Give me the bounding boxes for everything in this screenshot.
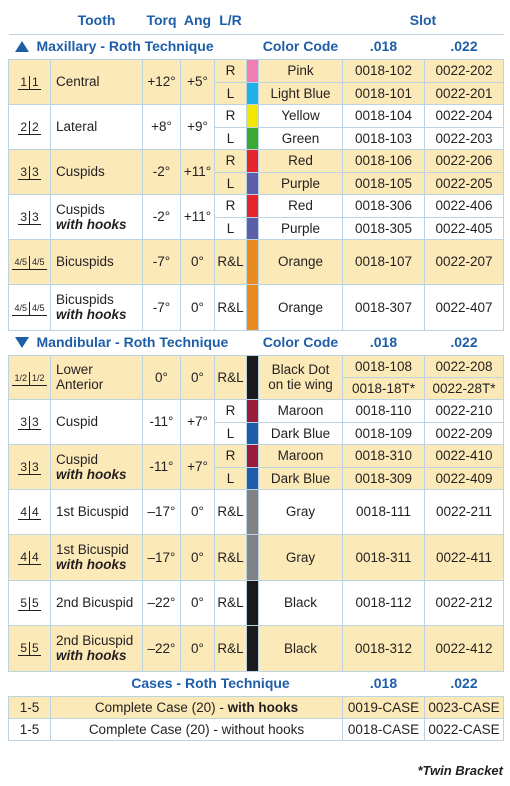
angulation-value: +5° — [181, 59, 215, 104]
tooth-number-right: 3 — [29, 416, 41, 430]
tooth-number-left: 4/5 — [12, 302, 29, 316]
tooth-notation — [18, 506, 40, 520]
case-row — [9, 696, 504, 718]
side-value: R — [215, 194, 247, 217]
torque-value: –22° — [143, 625, 181, 671]
tooth-number-right: 3 — [29, 166, 41, 180]
bracket-row — [9, 580, 504, 625]
tooth-name: Cuspid — [56, 414, 99, 429]
tooth-name: Central — [56, 74, 100, 89]
section-header-maxillary — [9, 34, 504, 59]
tooth-number-right: 1 — [29, 76, 41, 90]
color-name: Purple — [259, 172, 343, 194]
side-value: L — [215, 127, 247, 149]
slot-022-part: 0022-202 — [425, 59, 504, 82]
side-value: L — [215, 422, 247, 444]
color-code-header: Color Code — [259, 330, 343, 355]
tooth-cell — [9, 580, 51, 625]
slot-018-header: .018 — [343, 330, 425, 355]
slot-018-part: 0018-307 — [343, 284, 425, 330]
tooth-number-left: 2 — [20, 119, 27, 134]
slot-018-part: 0018-108 — [343, 355, 425, 377]
torque-value: -7° — [143, 284, 181, 330]
section-title-cell — [9, 330, 259, 355]
tooth-notation — [12, 302, 46, 316]
header-lr: L/R — [219, 12, 242, 29]
tooth-number-right: 3 — [29, 461, 41, 475]
side-value: R&L — [215, 580, 247, 625]
bracket-row — [9, 444, 504, 467]
header-torq: Torq — [146, 12, 177, 29]
hooks-label: with hooks — [56, 648, 127, 663]
angulation-value: 0° — [181, 355, 215, 399]
slot-022-part: 0022-207 — [425, 239, 504, 284]
tooth-cell — [9, 194, 51, 239]
section-header-cases — [9, 671, 504, 696]
slot-022-part: 0022-406 — [425, 194, 504, 217]
side-value: R&L — [215, 489, 247, 534]
case-description-text: Complete Case (20) - — [94, 699, 228, 715]
slot-018-part: 0018-107 — [343, 239, 425, 284]
tooth-number-left: 4/5 — [12, 256, 29, 270]
section-header-mandibular — [9, 330, 504, 355]
slot-018-part: 0018-112 — [343, 580, 425, 625]
color-name: Gray — [259, 534, 343, 580]
bracket-row — [9, 59, 504, 82]
slot-022-part: 0022-205 — [425, 172, 504, 194]
torque-value: 0° — [143, 355, 181, 399]
slot-022-part: 0022-209 — [425, 422, 504, 444]
color-swatch — [247, 625, 259, 671]
tooth-name: Bicuspids — [56, 254, 114, 269]
tooth-cell — [9, 149, 51, 194]
tooth-name-cell — [51, 194, 143, 239]
color-name: Purple — [259, 217, 343, 239]
slot-018-header: .018 — [343, 34, 425, 59]
tooth-notation — [18, 551, 40, 565]
angulation-value: 0° — [181, 239, 215, 284]
color-name: Maroon — [259, 399, 343, 422]
bracket-row — [9, 399, 504, 422]
tooth-notation — [18, 597, 40, 611]
angulation-value: 0° — [181, 534, 215, 580]
color-swatch — [247, 127, 259, 149]
tooth-number-right: 3 — [29, 211, 41, 225]
tooth-name-cell — [51, 239, 143, 284]
slot-018-part: 0018-306 — [343, 194, 425, 217]
tooth-name-cell — [51, 489, 143, 534]
slot-018-part: 0018-109 — [343, 422, 425, 444]
slot-018-twin-part: 0018-18T* — [343, 377, 425, 399]
tooth-number-right: 1/2 — [29, 372, 47, 386]
angulation-value: +7° — [181, 399, 215, 444]
bracket-row — [9, 194, 504, 217]
slot-022-part: 0022-412 — [425, 625, 504, 671]
tooth-cell — [9, 284, 51, 330]
tooth-notation — [18, 166, 40, 180]
bracket-row — [9, 284, 504, 330]
slot-018-part: 0018-106 — [343, 149, 425, 172]
tooth-name: 2nd Bicuspid — [56, 595, 134, 610]
side-value: R — [215, 399, 247, 422]
side-value: L — [215, 82, 247, 104]
tooth-number-right: 4 — [29, 551, 41, 565]
color-name: Dark Blue — [259, 467, 343, 489]
case-description-text: Complete Case (20) - without hooks — [88, 721, 305, 737]
color-name: Red — [259, 194, 343, 217]
tooth-notation — [12, 372, 46, 386]
color-swatch — [247, 172, 259, 194]
tooth-cell — [9, 399, 51, 444]
slot-018-part: 0018-309 — [343, 467, 425, 489]
tooth-number-left: 5 — [20, 641, 27, 655]
tooth-number-left: 3 — [20, 414, 27, 429]
side-value: L — [215, 217, 247, 239]
color-swatch — [247, 399, 259, 422]
case-description — [51, 696, 343, 718]
slot-018-part: 0018-105 — [343, 172, 425, 194]
angulation-value: 0° — [181, 284, 215, 330]
tooth-name-cell — [51, 444, 143, 489]
bracket-row — [9, 625, 504, 671]
color-name: Yellow — [259, 104, 343, 127]
column-header-row — [9, 8, 504, 34]
color-swatch — [247, 217, 259, 239]
section-title: Cases - Roth Technique — [131, 675, 290, 691]
tooth-cell — [9, 489, 51, 534]
torque-value: –22° — [143, 580, 181, 625]
slot-018-part: 0018-305 — [343, 217, 425, 239]
tooth-number-right: 5 — [29, 597, 41, 611]
tooth-number-left: 3 — [20, 209, 27, 224]
tooth-notation — [18, 76, 40, 90]
torque-value: -7° — [143, 239, 181, 284]
color-name: Black — [259, 625, 343, 671]
section-title-cell — [9, 671, 343, 696]
slot-018-part: 0018-101 — [343, 82, 425, 104]
case-description — [51, 718, 343, 740]
header-tooth: Tooth — [77, 12, 116, 29]
tooth-cell — [9, 625, 51, 671]
tooth-number-right: 4/5 — [29, 302, 47, 316]
hooks-label: with hooks — [56, 216, 127, 232]
case-022-part: 0023-CASE — [425, 696, 504, 718]
tooth-number-left: 3 — [20, 459, 27, 474]
case-row — [9, 718, 504, 740]
torque-value: +8° — [143, 104, 181, 149]
side-value: L — [215, 172, 247, 194]
side-value: R — [215, 149, 247, 172]
tooth-number-left: 1 — [20, 74, 27, 89]
slot-018-part: 0018-311 — [343, 534, 425, 580]
torque-value: +12° — [143, 59, 181, 104]
footnote: *Twin Bracket — [417, 763, 503, 778]
tooth-cell — [9, 239, 51, 284]
bracket-row — [9, 489, 504, 534]
tooth-number-right: 4 — [29, 506, 41, 520]
tooth-number-left: 1/2 — [12, 372, 29, 386]
color-name: Green — [259, 127, 343, 149]
up-triangle-icon — [15, 41, 29, 52]
tooth-name: Cuspid — [56, 451, 99, 467]
section-title: Mandibular - Roth Technique — [36, 334, 229, 350]
color-name: Black Dot on tie wing — [259, 355, 343, 399]
slot-018-header: .018 — [343, 671, 425, 696]
color-name: Maroon — [259, 444, 343, 467]
tooth-name: Cuspids — [56, 164, 105, 179]
tooth-notation — [18, 416, 40, 430]
color-name: Pink — [259, 59, 343, 82]
slot-022-part: 0022-208 — [425, 355, 504, 377]
bracket-row — [9, 104, 504, 127]
hooks-label: with hooks — [56, 466, 127, 482]
bracket-row — [9, 239, 504, 284]
color-swatch — [247, 444, 259, 467]
slot-022-part: 0022-211 — [425, 489, 504, 534]
angulation-value: 0° — [181, 625, 215, 671]
side-value: R&L — [215, 625, 247, 671]
color-swatch — [247, 284, 259, 330]
section-title: Maxillary - Roth Technique — [36, 38, 214, 54]
tooth-notation — [18, 461, 40, 475]
color-swatch — [247, 422, 259, 444]
slot-018-part: 0018-312 — [343, 625, 425, 671]
tooth-name-cell — [51, 625, 143, 671]
tooth-name-cell — [51, 59, 143, 104]
bracket-row — [9, 355, 504, 377]
slot-018-part: 0018-111 — [343, 489, 425, 534]
hooks-label: with hooks — [56, 307, 127, 322]
torque-value: -11° — [143, 399, 181, 444]
tooth-name: Cuspids — [56, 201, 105, 217]
bracket-row — [9, 149, 504, 172]
slot-022-part: 0022-212 — [425, 580, 504, 625]
color-swatch — [247, 194, 259, 217]
color-name: Black — [259, 580, 343, 625]
side-value: R&L — [215, 284, 247, 330]
tooth-name: Lateral — [56, 119, 98, 134]
tooth-name-cell — [51, 355, 143, 399]
tooth-name-cell — [51, 399, 143, 444]
tooth-notation — [18, 642, 40, 656]
color-swatch — [247, 534, 259, 580]
tooth-number-left: 3 — [20, 164, 27, 179]
tooth-name: 2nd Bicuspid — [56, 633, 134, 648]
slot-022-header: .022 — [425, 330, 504, 355]
color-name: Light Blue — [259, 82, 343, 104]
angulation-value: 0° — [181, 489, 215, 534]
slot-022-part: 0022-409 — [425, 467, 504, 489]
side-value: R — [215, 104, 247, 127]
tooth-name-cell — [51, 284, 143, 330]
angulation-value: 0° — [181, 580, 215, 625]
torque-value: –17° — [143, 534, 181, 580]
slot-022-part: 0022-204 — [425, 104, 504, 127]
color-swatch — [247, 355, 259, 399]
tooth-cell — [9, 104, 51, 149]
slot-022-part: 0022-210 — [425, 399, 504, 422]
color-swatch — [247, 82, 259, 104]
bracket-chart — [8, 8, 503, 741]
color-swatch — [247, 489, 259, 534]
tooth-cell — [9, 534, 51, 580]
tooth-name-cell — [51, 580, 143, 625]
torque-value: –17° — [143, 489, 181, 534]
slot-022-twin-part: 0022-28T* — [425, 377, 504, 399]
tooth-number-left: 4 — [20, 504, 27, 519]
case-range: 1-5 — [9, 718, 51, 740]
slot-022-part: 0022-206 — [425, 149, 504, 172]
tooth-name: 1st Bicuspid — [56, 542, 129, 557]
slot-018-part: 0018-102 — [343, 59, 425, 82]
side-value: L — [215, 467, 247, 489]
slot-022-part: 0022-201 — [425, 82, 504, 104]
color-name: Dark Blue — [259, 422, 343, 444]
side-value: R&L — [215, 239, 247, 284]
color-code-header: Color Code — [259, 34, 343, 59]
tooth-name-cell — [51, 534, 143, 580]
side-value: R — [215, 59, 247, 82]
angulation-value: +7° — [181, 444, 215, 489]
color-swatch — [247, 239, 259, 284]
section-title-cell — [9, 34, 259, 59]
tooth-cell — [9, 444, 51, 489]
color-swatch — [247, 467, 259, 489]
slot-018-part: 0018-103 — [343, 127, 425, 149]
tooth-notation — [18, 211, 40, 225]
case-018-part: 0019-CASE — [343, 696, 425, 718]
down-triangle-icon — [15, 337, 29, 348]
torque-value: -11° — [143, 444, 181, 489]
tooth-name-cell — [51, 149, 143, 194]
slot-018-part: 0018-104 — [343, 104, 425, 127]
tooth-name-cell — [51, 104, 143, 149]
tooth-name: 1st Bicuspid — [56, 504, 129, 519]
slot-018-part: 0018-110 — [343, 399, 425, 422]
tooth-notation — [12, 256, 46, 270]
side-value: R&L — [215, 534, 247, 580]
tooth-name: Lower Anterior — [56, 362, 104, 392]
slot-022-part: 0022-410 — [425, 444, 504, 467]
header-ang: Ang — [183, 12, 212, 29]
tooth-number-right: 2 — [29, 121, 41, 135]
slot-022-part: 0022-407 — [425, 284, 504, 330]
case-hooks-label: with hooks — [227, 699, 299, 715]
color-name: Red — [259, 149, 343, 172]
color-swatch — [247, 149, 259, 172]
slot-022-header: .022 — [425, 671, 504, 696]
tooth-number-left: 5 — [20, 595, 27, 610]
torque-value: -2° — [143, 149, 181, 194]
case-018-part: 0018-CASE — [343, 718, 425, 740]
hooks-label: with hooks — [56, 557, 127, 572]
angulation-value: +11° — [181, 194, 215, 239]
color-swatch — [247, 59, 259, 82]
tooth-number-right: 5 — [29, 642, 41, 656]
side-value: R — [215, 444, 247, 467]
side-value: R&L — [215, 355, 247, 399]
case-022-part: 0022-CASE — [425, 718, 504, 740]
slot-022-part: 0022-405 — [425, 217, 504, 239]
bracket-row — [9, 534, 504, 580]
tooth-number-left: 4 — [20, 550, 27, 564]
color-name: Orange — [259, 284, 343, 330]
bracket-table — [8, 8, 504, 741]
slot-022-part: 0022-411 — [425, 534, 504, 580]
torque-value: -2° — [143, 194, 181, 239]
angulation-value: +11° — [181, 149, 215, 194]
tooth-cell — [9, 355, 51, 399]
case-range: 1-5 — [9, 696, 51, 718]
color-name: Orange — [259, 239, 343, 284]
slot-018-part: 0018-310 — [343, 444, 425, 467]
slot-022-part: 0022-203 — [425, 127, 504, 149]
color-swatch — [247, 104, 259, 127]
header-slot: Slot — [409, 12, 437, 29]
color-swatch — [247, 580, 259, 625]
tooth-notation — [18, 121, 40, 135]
slot-022-header: .022 — [425, 34, 504, 59]
tooth-name: Bicuspids — [56, 292, 114, 307]
tooth-cell — [9, 59, 51, 104]
color-name: Gray — [259, 489, 343, 534]
tooth-number-right: 4/5 — [29, 256, 47, 270]
angulation-value: +9° — [181, 104, 215, 149]
